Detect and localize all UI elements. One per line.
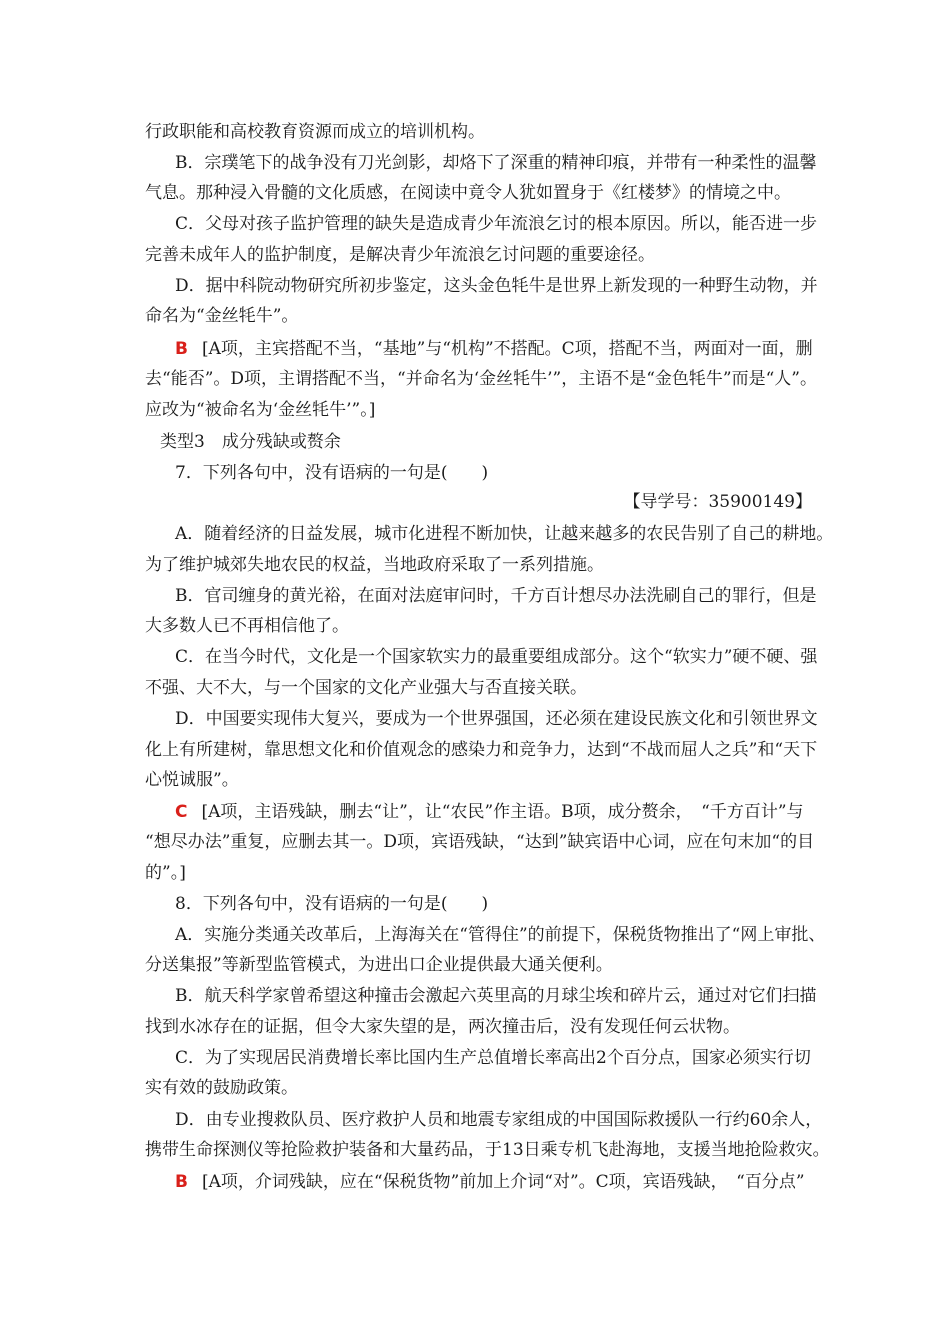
text-line: 大多数人已不再相信他了。 [145, 616, 349, 636]
text-line: 不强、大不大，与一个国家的文化产业强大与否直接关联。 [145, 678, 587, 698]
option-d: D．据中科院动物研究所初步鉴定，这头金色牦牛是世界上新发现的一种野生动物，并 [175, 276, 818, 296]
answer-explanation [175, 339, 813, 359]
text-line: “想尽办法”重复，应删去其一。D项，宾语残缺，“达到”缺宾语中心词，应在句末加“的目 [145, 832, 815, 852]
text-line: 实有效的鼓励政策。 [145, 1078, 298, 1098]
answer-explanation [175, 1172, 805, 1192]
guide-number: 【导学号：35900149】 [623, 492, 812, 512]
option-d: D．中国要实现伟大复兴，要成为一个世界强国，还必须在建设民族文化和引领世界文 [175, 709, 818, 729]
text-line: 气息。那种浸入骨髓的文化质感，在阅读中竟令人犹如置身于《红楼梦》的情境之中。 [145, 183, 791, 203]
text-line: 分送集报”等新型监管模式，为进出口企业提供最大通关便利。 [145, 955, 613, 975]
option-c: C．在当今时代，文化是一个国家软实力的最重要组成部分。这个“软实力”硬不硬、强 [175, 647, 818, 667]
answer-letter: B [175, 1172, 188, 1192]
explanation-text: [A项，主宾搭配不当，“基地”与“机构”不搭配。C项，搭配不当，两面对一面，删 [201, 339, 813, 359]
option-c: C．为了实现居民消费增长率比国内生产总值增长率高出2个百分点，国家必须实行切 [175, 1048, 811, 1068]
text-line: 化上有所建树，靠思想文化和价值观念的感染力和竞争力，达到“不战而屈人之兵”和“天下 [145, 740, 818, 760]
text-line: 命名为“金丝牦牛”。 [145, 306, 299, 326]
question-8: 8．下列各句中，没有语病的一句是( ) [175, 894, 489, 914]
option-b: B．官司缠身的黄光裕，在面对法庭审问时，千方百计想尽办法洗刷自己的罪行，但是 [175, 586, 817, 606]
text-line: 完善未成年人的监护制度，是解决青少年流浪乞讨问题的重要途径。 [145, 245, 655, 265]
option-a: A．实施分类通关改革后，上海海关在“管得住”的前提下，保税货物推出了“网上审批、 [175, 925, 826, 945]
answer-explanation [175, 802, 804, 822]
text-line: 携带生命探测仪等抢险救护装备和大量药品，于13日乘专机飞赴海地，支援当地抢险救灾。 [145, 1140, 830, 1160]
section-heading: 类型3 成分残缺或赘余 [160, 432, 341, 452]
option-b: B．航天科学家曾希望这种撞击会激起六英里高的月球尘埃和碎片云，通过对它们扫描 [175, 986, 817, 1006]
option-c: C．父母对孩子监护管理的缺失是造成青少年流浪乞讨的根本原因。所以，能否进一步 [175, 214, 818, 234]
answer-letter: B [175, 339, 188, 359]
option-b: B．宗璞笔下的战争没有刀光剑影，却烙下了深重的精神印痕，并带有一种柔性的温馨 [175, 153, 817, 173]
text-line: 心悦诚服”。 [145, 770, 239, 790]
text-line: 去“能否”。D项，主谓搭配不当，“并命名为‘金丝牦牛’”，主语不是“金色牦牛”而是“人”。 [145, 369, 817, 389]
text-line: 应改为“被命名为‘金丝牦牛’”。] [145, 400, 376, 420]
question-7: 7．下列各句中，没有语病的一句是( ) [175, 463, 489, 483]
explanation-text: [A项，介词残缺，应在“保税货物”前加上介词“对”。C项，宾语残缺， “百分点” [201, 1172, 805, 1192]
text-line: 行政职能和高校教育资源而成立的培训机构。 [145, 122, 485, 142]
answer-letter: C [175, 802, 188, 822]
option-a: A．随着经济的日益发展，城市化进程不断加快，让越来越多的农民告别了自己的耕地。 [175, 524, 834, 544]
option-d: D．由专业搜救队员、医疗救护人员和地震专家组成的中国国际救援队一行约60余人， [175, 1110, 823, 1130]
text-line: 的”。] [145, 863, 186, 883]
explanation-text: [A项，主语残缺，删去“让”，让“农民”作主语。B项，成分赘余， “千方百计”与 [201, 802, 804, 822]
text-line: 为了维护城郊失地农民的权益，当地政府采取了一系列措施。 [145, 555, 604, 575]
text-line: 找到水冰存在的证据，但令大家失望的是，两次撞击后，没有发现任何云状物。 [145, 1017, 740, 1037]
